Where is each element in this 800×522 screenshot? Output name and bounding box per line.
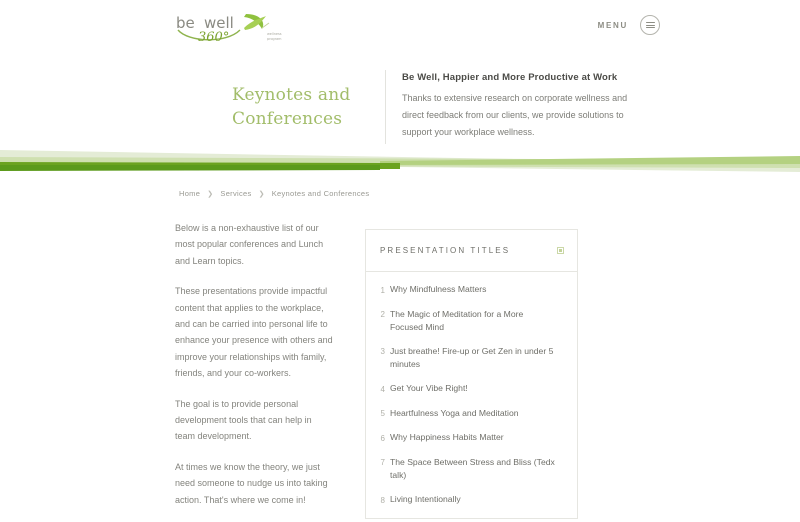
site-logo[interactable] [174, 8, 289, 48]
hero-heading: Be Well, Happier and More Productive at Work [402, 72, 618, 83]
list-item[interactable] [379, 382, 564, 396]
list-item[interactable] [379, 493, 564, 507]
hero-body: Thanks to extensive research on corporate wellness and direct feedback from our clients, we provide solutions to support your workplace wellness. [402, 93, 628, 137]
list-item-number: 3 [380, 347, 385, 357]
svg-text:wellness: wellness [267, 32, 282, 36]
list-item[interactable] [379, 308, 564, 334]
list-item-number: 6 [380, 433, 385, 443]
hamburger-icon[interactable] [640, 15, 660, 35]
list-item-number: 1 [380, 285, 385, 295]
list-item-number: 5 [380, 409, 385, 419]
presentation-titles-panel [365, 229, 578, 519]
breadcrumb-item-current: Keynotes and Conferences [271, 189, 370, 198]
list-item[interactable] [379, 456, 564, 482]
intro-paragraph: The goal is to provide personal development tools that can help in team development. [175, 398, 312, 442]
list-item-label: Heartfulness Yoga and Meditation [390, 407, 519, 418]
breadcrumb-separator-icon: ❯ [258, 190, 265, 198]
wave-divider [0, 138, 800, 178]
breadcrumb-separator-icon: ❯ [207, 190, 214, 198]
list-item-label: Get Your Vibe Right! [390, 383, 468, 394]
list-item-number: 2 [380, 310, 385, 319]
list-item[interactable] [379, 431, 564, 445]
list-item-label: The Space Between Stress and Bliss (Tedx talk) [390, 456, 555, 481]
list-item-label: Why Mindfulness Matters [390, 284, 487, 294]
breadcrumb [179, 189, 369, 198]
panel-header [366, 230, 577, 272]
list-item-number: 8 [380, 495, 385, 505]
menu-label: MENU [597, 20, 628, 30]
panel-title: PRESENTATION TITLES [380, 246, 511, 255]
list-item[interactable] [379, 283, 564, 297]
list-item-number: 7 [380, 458, 385, 468]
list-item[interactable] [379, 407, 564, 421]
svg-text:be: be [176, 14, 195, 32]
menu-toggle[interactable] [598, 15, 660, 35]
intro-paragraph: Below is a non-exhaustive list of our most popular conferences and Lunch and Learn topics. [175, 223, 324, 266]
list-item-label: Why Happiness Habits Matter [390, 432, 504, 443]
list-item[interactable] [379, 345, 564, 371]
list-item-label: Living Intentionally [390, 494, 461, 505]
expand-collapse-icon[interactable] [557, 247, 564, 254]
logo-graphic [174, 8, 289, 48]
svg-text:program: program [267, 37, 282, 41]
wave-graphic [0, 138, 800, 178]
presentation-titles-list [366, 272, 577, 507]
breadcrumb-item-home[interactable]: Home [179, 189, 201, 198]
breadcrumb-item-services[interactable]: Services [220, 189, 252, 198]
svg-text:360°: 360° [198, 30, 230, 45]
site-header [0, 0, 800, 58]
hero-section [0, 58, 800, 150]
list-item-label: Just breathe! Fire-up or Get Zen in under 5 minutes [390, 345, 554, 370]
intro-paragraph: These presentations provide impactful content that applies to the workplace, and can be carried into personal life to enhance your presence with others and improve your relationships with family, friends, and your co-workers. [175, 286, 333, 379]
list-item-number: 4 [380, 384, 385, 394]
intro-text-column [175, 220, 333, 522]
hero-divider [385, 70, 386, 144]
svg-text:well: well [204, 14, 234, 32]
page-title: Keynotes and Conferences [232, 85, 351, 129]
intro-paragraph: At times we know the theory, we just need someone to nudge us into taking action. That's where we come in! [175, 461, 328, 505]
hero-copy [402, 72, 630, 141]
list-item-label: The Magic of Meditation for a More Focused Mind [390, 308, 524, 332]
